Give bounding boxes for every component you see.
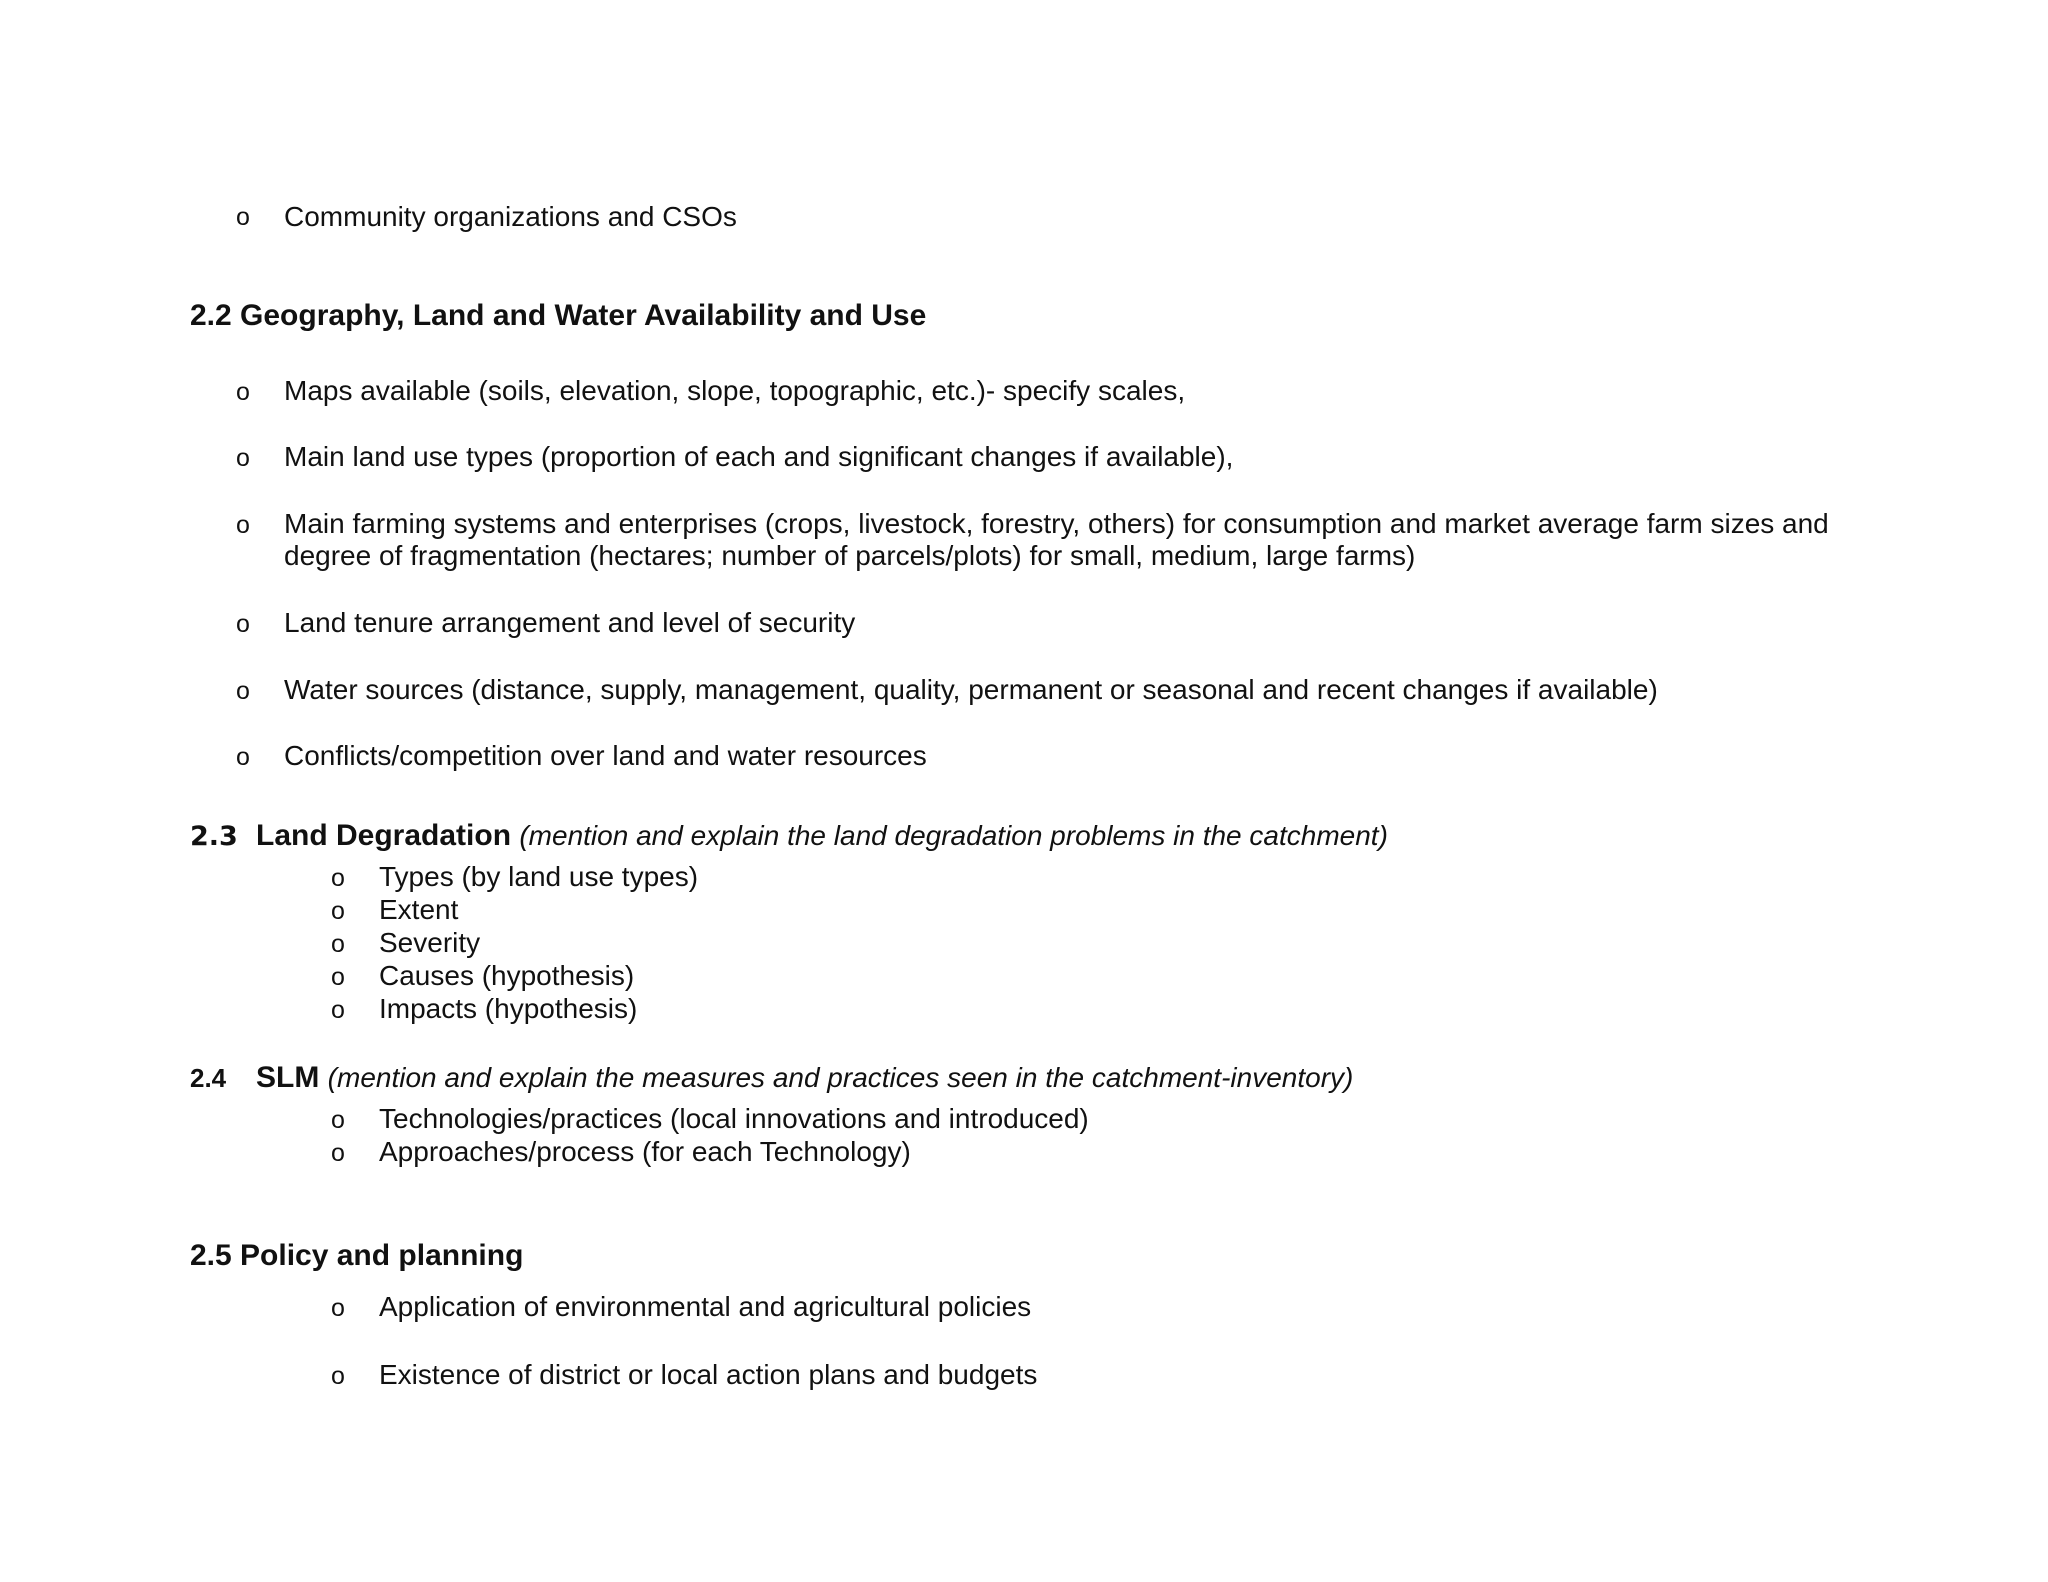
list-item: Impacts (hypothesis) xyxy=(379,993,638,1024)
list-item: Main farming systems and enterprises (crops, livestock, forestry, others) for consumption and market average farm sizes and xyxy=(284,508,1829,539)
bullet-marker: o xyxy=(236,378,250,406)
section-title: Land Degradation xyxy=(256,819,512,852)
bullet-marker: o xyxy=(236,203,250,231)
bullet-marker: o xyxy=(236,743,250,771)
bullet-marker: o xyxy=(331,1106,345,1134)
list-item: Causes (hypothesis) xyxy=(379,960,635,991)
list-item: Extent xyxy=(379,894,459,925)
list-item: Maps available (soils, elevation, slope, topographic, etc.)- specify scales, xyxy=(284,375,1186,406)
section-heading-2-4 xyxy=(190,1060,1353,1096)
section-subtitle: (mention and explain the measures and practices seen in the catchment-inventory) xyxy=(327,1062,1354,1093)
section-heading-2-3 xyxy=(190,818,1388,855)
bullet-marker: o xyxy=(236,677,250,705)
list-item: Severity xyxy=(379,927,481,958)
section-number: 2.3 xyxy=(190,821,238,852)
list-item: Existence of district or local action plans and budgets xyxy=(379,1359,1038,1390)
bullet-marker: o xyxy=(331,897,345,925)
list-item: Conflicts/competition over land and water resources xyxy=(284,740,927,771)
list-item: Main land use types (proportion of each and significant changes if available), xyxy=(284,441,1234,472)
section-heading-2-2: 2.2 Geography, Land and Water Availability and Use xyxy=(190,299,927,332)
bullet-marker: o xyxy=(331,963,345,991)
list-item: Approaches/process (for each Technology) xyxy=(379,1136,911,1167)
section-number: 2.4 xyxy=(190,1063,227,1093)
bullet-marker: o xyxy=(331,1294,345,1322)
bullet-marker: o xyxy=(331,930,345,958)
bullet-marker: o xyxy=(331,864,345,892)
list-item: Community organizations and CSOs xyxy=(284,201,737,232)
bullet-marker: o xyxy=(331,1139,345,1167)
list-item: Application of environmental and agricultural policies xyxy=(379,1291,1032,1322)
list-item-continuation: degree of fragmentation (hectares; number of parcels/plots) for small, medium, large farms) xyxy=(284,540,1416,571)
list-item: Types (by land use types) xyxy=(379,861,699,892)
section-subtitle: (mention and explain the land degradation problems in the catchment) xyxy=(519,820,1388,851)
list-item: Land tenure arrangement and level of security xyxy=(284,607,856,638)
bullet-marker: o xyxy=(236,511,250,539)
bullet-marker: o xyxy=(331,996,345,1024)
bullet-marker: o xyxy=(236,444,250,472)
section-heading-2-5: 2.5 Policy and planning xyxy=(190,1239,524,1272)
list-item: Water sources (distance, supply, management, quality, permanent or seasonal and recent changes if available) xyxy=(284,674,1658,705)
bullet-marker: o xyxy=(236,610,250,638)
list-item: Technologies/practices (local innovations and introduced) xyxy=(379,1103,1089,1134)
section-title: SLM xyxy=(256,1061,320,1094)
bullet-marker: o xyxy=(331,1362,345,1390)
